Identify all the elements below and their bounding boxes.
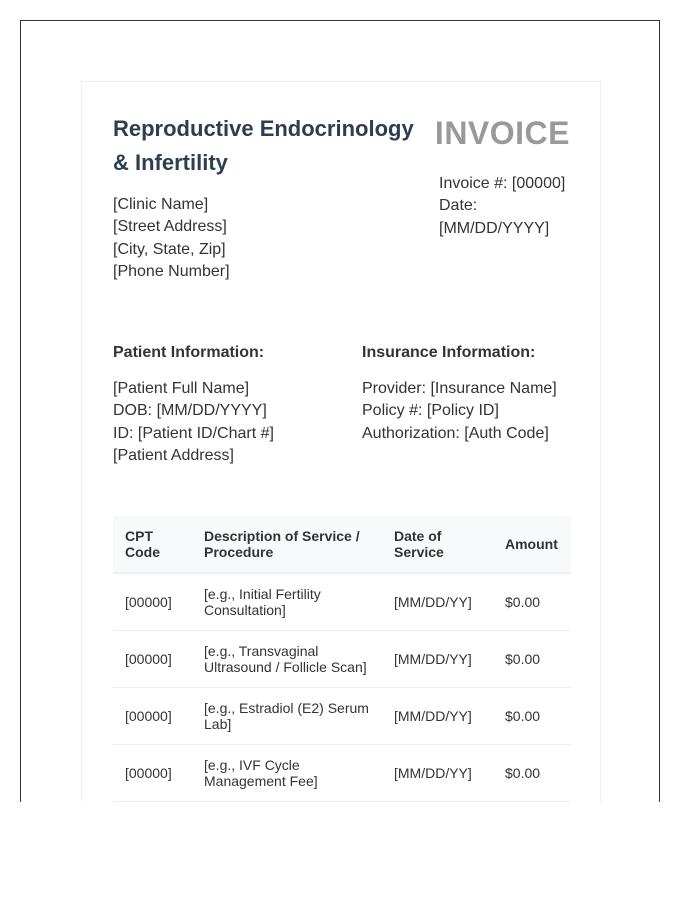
- column-header-description: Description of Service / Procedure: [192, 516, 382, 573]
- patient-info-heading: Patient Information:: [113, 344, 265, 361]
- amount-cell: $0.00: [493, 631, 571, 688]
- description-cell: [e.g., Transvaginal Ultrasound / Follicle Scan]: [192, 631, 382, 688]
- patient-name: [Patient Full Name]: [113, 380, 250, 397]
- invoice-date-value: [MM/DD/YYYY]: [439, 219, 550, 237]
- clinic-name: [Clinic Name]: [113, 196, 209, 213]
- cpt-code-cell: [00000]: [113, 745, 192, 802]
- invoice-meta: [439, 173, 579, 240]
- phone-number: [Phone Number]: [113, 263, 230, 281]
- patient-address: [Patient Address]: [113, 447, 234, 465]
- invoice-number: Invoice #: [00000]: [439, 175, 566, 192]
- description-cell: [e.g., Estradiol (E2) Serum Lab]: [192, 688, 382, 745]
- cpt-code-cell: [00000]: [113, 631, 192, 688]
- date-cell: [MM/DD/YY]: [382, 745, 493, 802]
- amount-cell: $0.00: [493, 573, 571, 631]
- city-state-zip: [City, State, Zip]: [113, 240, 226, 258]
- description-cell: [e.g., IVF Cycle Management Fee]: [192, 745, 382, 802]
- clinic-title: Reproductive Endocrinology & Infertility: [113, 116, 414, 175]
- insurance-policy: Policy #: [Policy ID]: [362, 402, 499, 420]
- patient-info: [113, 378, 274, 468]
- date-cell: [MM/DD/YY]: [382, 631, 493, 688]
- patient-id: ID: [Patient ID/Chart #]: [113, 424, 274, 442]
- clinic-address: [113, 194, 230, 284]
- column-header-date: Date of Service: [382, 516, 493, 573]
- invoice-date-label: Date:: [439, 197, 478, 215]
- cpt-code-cell: [00000]: [113, 573, 192, 631]
- column-header-amount: Amount: [493, 516, 571, 573]
- date-cell: [MM/DD/YY]: [382, 573, 493, 631]
- table-header-row: [113, 516, 571, 573]
- invoice-heading: INVOICE: [434, 115, 570, 151]
- page-frame: [20, 20, 660, 802]
- description-cell: [e.g., Initial Fertility Consultation]: [192, 573, 382, 631]
- table-row: [113, 688, 571, 745]
- amount-cell: $0.00: [493, 688, 571, 745]
- table-row: [113, 573, 571, 631]
- insurance-info-heading: Insurance Information:: [362, 344, 536, 361]
- insurance-info: [362, 378, 557, 445]
- services-table: [113, 516, 571, 802]
- street-address: [Street Address]: [113, 218, 227, 236]
- date-cell: [MM/DD/YY]: [382, 688, 493, 745]
- column-header-cpt-code: CPT Code: [113, 516, 192, 573]
- table-row: [113, 631, 571, 688]
- amount-cell: $0.00: [493, 745, 571, 802]
- cpt-code-cell: [00000]: [113, 688, 192, 745]
- insurance-provider: Provider: [Insurance Name]: [362, 380, 557, 397]
- patient-dob: DOB: [MM/DD/YYYY]: [113, 402, 267, 420]
- invoice-document: [81, 81, 601, 802]
- table-row: [113, 745, 571, 802]
- insurance-authorization: Authorization: [Auth Code]: [362, 424, 549, 442]
